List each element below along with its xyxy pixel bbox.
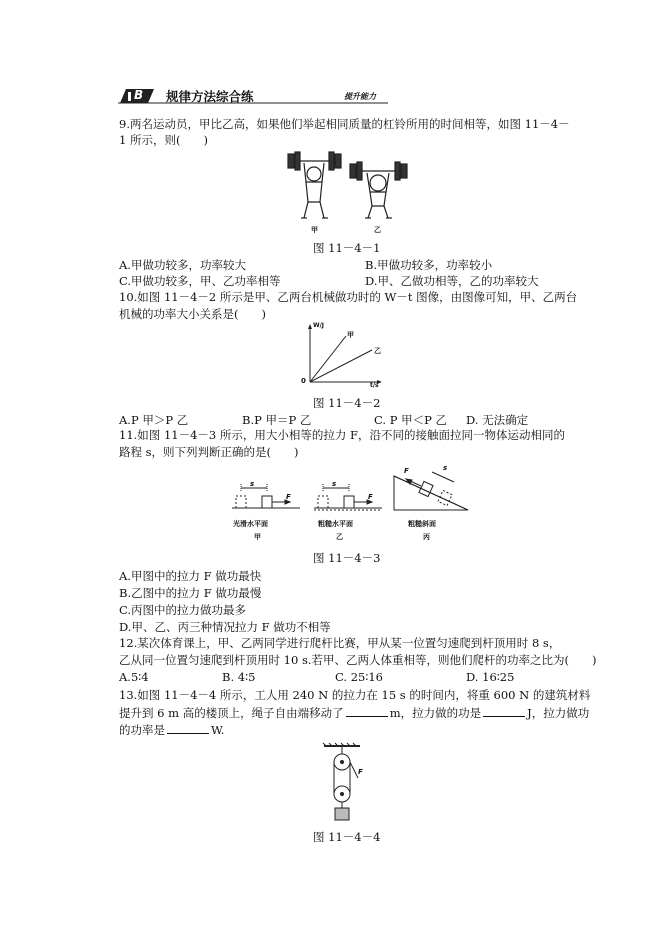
q11-fig-c-name: 丙 [423,533,430,541]
q11-figure-caption: 图 11－4－3 [313,551,381,565]
q13-line-3 [119,722,224,738]
q13-line-2-part-c: J，拉力做功 [527,706,590,720]
q10-axis-x-label: t/s [370,382,379,389]
q11-fig-b-force: F [368,493,373,501]
q9-line-1: 9.两名运动员，甲比乙高，如果他们举起相同质量的杠铃所用的时间相等，如图 11－4－ [119,117,570,131]
section-header [118,86,390,106]
q12-option-b[interactable]: B. 4∶5 [222,670,256,684]
q12-line-1: 12.某次体育课上，甲、乙两同学进行爬杆比赛，甲从某一位置匀速爬到杆顶用时 8 s， [119,636,561,650]
q11-option-a[interactable]: A.甲图中的拉力 F 做功最快 [119,569,262,583]
q11-fig-c-distance: s [443,464,448,472]
q10-line-2: 机械的功率大小关系是( ) [119,307,266,321]
q11-fig-a-label: 光滑水平面 [233,520,268,528]
q11-fig-a-force: F [286,493,291,501]
q11-surfaces-figure [228,462,473,520]
q10-option-a[interactable]: A.P 甲＞P 乙 [119,413,189,427]
q11-fig-c-label: 粗糙斜面 [408,520,436,528]
header-right-label: 提升能力 [344,92,376,101]
q9-figure-caption: 图 11－4－1 [313,241,381,255]
q13-blank-distance[interactable] [346,705,388,717]
q11-option-b[interactable]: B.乙图中的拉力 F 做功最慢 [119,586,262,600]
q12-line-2: 乙从同一位置匀速爬到杆顶用时 10 s.若甲、乙两人体重相等，则他们爬杆的功率之比为( ) [119,653,597,667]
q10-axis-y-label: W/J [313,322,325,329]
q12-option-c[interactable]: C. 25∶16 [335,670,383,684]
q11-fig-b-label: 粗糙水平面 [318,520,353,528]
q13-pulley-figure [318,742,368,824]
q11-line-1: 11.如图 11－4－3 所示，用大小相等的拉力 F，沿不同的接触面拉同一物体运动相同的 [119,428,565,442]
q11-fig-b-name: 乙 [336,533,343,541]
q9-option-c[interactable]: C.甲做功较多，甲、乙功率相等 [119,274,281,288]
header-badge-letter: B [134,88,144,102]
q13-blank-power[interactable] [167,722,209,734]
q9-line-2: 1 所示，则( ) [119,133,208,147]
q10-option-b[interactable]: B.P 甲＝P 乙 [242,413,312,427]
q13-blank-work[interactable] [483,705,525,717]
series-line-a [310,336,346,382]
q10-option-d[interactable]: D. 无法确定 [466,413,529,427]
q10-series-b-label: 乙 [374,347,381,355]
q9-weightlifters-figure [284,150,414,235]
header-title: 规律方法综合练 [166,89,254,104]
q12-option-d[interactable]: D. 16∶25 [466,670,515,684]
q10-figure-caption: 图 11－4－2 [313,396,381,410]
weightlifter-a-icon [288,152,341,218]
q11-fig-c-force: F [404,467,409,475]
q9-label-b: 乙 [374,226,381,234]
q11-option-c[interactable]: C.丙图中的拉力做功最多 [119,603,247,617]
q13-line-1: 13.如图 11－4－4 所示，工人用 240 N 的拉力在 15 s 的时间内，将重 600 N 的建筑材料 [119,688,591,702]
q10-origin-label: 0 [301,377,306,385]
q10-option-c[interactable]: C. P 甲＜P 乙 [374,413,447,427]
q10-wt-graph [298,322,388,390]
q11-fig-b-distance: s [332,480,337,488]
q11-fig-a-distance: s [250,480,255,488]
q9-label-a: 甲 [311,226,318,234]
q9-option-b[interactable]: B.甲做功较多，功率较小 [365,258,493,272]
q11-line-2: 路程 s，则下列判断正确的是( ) [119,445,299,459]
q10-line-1: 10.如图 11－4－2 所示是甲、乙两台机械做功时的 W－t 图像，由图像可知，甲、乙两台 [119,290,578,304]
q11-fig-a-name: 甲 [254,533,261,541]
q13-line-3-part-b: W. [211,723,225,737]
weightlifter-b-icon [350,162,407,218]
series-line-b [310,350,372,382]
q12-option-a[interactable]: A.5∶4 [119,670,149,684]
q9-option-d[interactable]: D.甲、乙做功相等，乙的功率较大 [365,274,539,288]
incline-diagram [394,472,468,510]
q9-option-a[interactable]: A.甲做功较多，功率较大 [119,258,246,272]
q10-series-a-label: 甲 [347,331,354,339]
q13-line-2 [119,705,589,721]
q13-line-2-part-a: 提升到 6 m 高的楼顶上，绳子自由端移动了 [119,706,344,720]
q13-figure-caption: 图 11－4－4 [313,830,381,844]
q13-line-2-part-b: m，拉力做的功是 [389,706,482,720]
q13-force-label: F [358,768,363,776]
q13-line-3-part-a: 的功率是 [119,723,165,737]
q11-option-d[interactable]: D.甲、乙、丙三种情况拉力 F 做功不相等 [119,620,331,634]
